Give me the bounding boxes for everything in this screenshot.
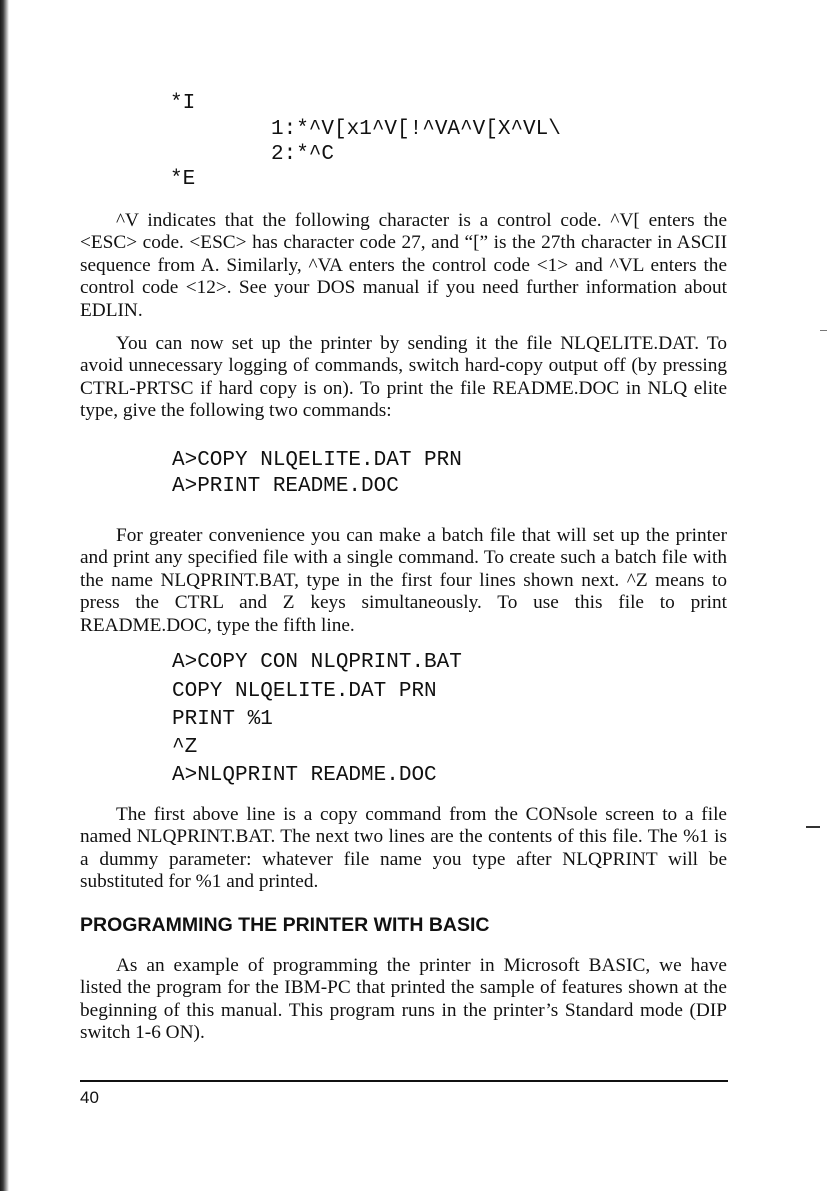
paragraph-control-codes: ^V indicates that the following character is a control code. ^V[ enters the <ESC> code. <ESC> has character code 27, and “[” is the 27th character in ASCII sequence from A. Similarly, ^VA enters the control code <1> and ^VL enters the control code <12>. See your DOS manual if you need further information about EDLIN. <box>80 210 727 321</box>
paragraph-batch-file: For greater convenience you can make a batch file that will set up the printer and print any specified file with a single command. To create such a batch file with the name NLQPRINT.BAT, type in the first four lines shown next. ^Z means to press the CTRL and Z keys simultaneously. To use this file to print README.DOC, type the fifth line. <box>80 525 727 636</box>
paragraph-setup-printer: You can now set up the printer by sending it the file NLQELITE.DAT. To avoid unnecessary logging of commands, switch hard-copy output off (by pressing CTRL-PRTSC if hard copy is on). To print the file README.DOC in NLQ elite type, give the following two commands: <box>80 333 727 422</box>
paragraph-basic-programming: As an example of programming the printer in Microsoft BASIC, we have listed the program for the IBM-PC that printed the sample of features shown at the beginning of this manual. This program runs in the printer’s Standard mode (DIP switch 1-6 ON). <box>80 955 727 1044</box>
batch-line-copy-nlqelite: COPY NLQELITE.DAT PRN <box>172 680 437 703</box>
command-print-readme: A>PRINT README.DOC <box>172 475 399 498</box>
paragraph-batch-explanation: The first above line is a copy command from the CONsole screen to a file named NLQPRINT.BAT. The next two lines are the contents of this file. The %1 is a dummy parameter: whatever file name you type after NLQPRINT will be substituted for %1 and printed. <box>80 804 727 893</box>
edlin-line-1: 1:*^V[x1^V[!^VA^V[X^VL\ <box>271 118 561 141</box>
page-binding-edge <box>0 0 9 1191</box>
edlin-end-command: *E <box>170 168 196 191</box>
section-heading: PROGRAMMING THE PRINTER WITH BASIC <box>80 914 490 936</box>
page-number: 40 <box>80 1088 99 1107</box>
edlin-line-2: 2:*^C <box>271 143 335 166</box>
batch-line-print: PRINT %1 <box>172 708 273 731</box>
batch-line-ctrl-z: ^Z <box>172 736 198 759</box>
command-copy-nlqelite: A>COPY NLQELITE.DAT PRN <box>172 449 462 472</box>
scan-mark <box>806 826 820 828</box>
footer-rule <box>80 1080 728 1082</box>
scan-mark <box>820 330 827 331</box>
batch-line-copy-con: A>COPY CON NLQPRINT.BAT <box>172 651 462 674</box>
batch-line-nlqprint: A>NLQPRINT README.DOC <box>172 764 437 787</box>
edlin-insert-command: *I <box>170 92 196 115</box>
